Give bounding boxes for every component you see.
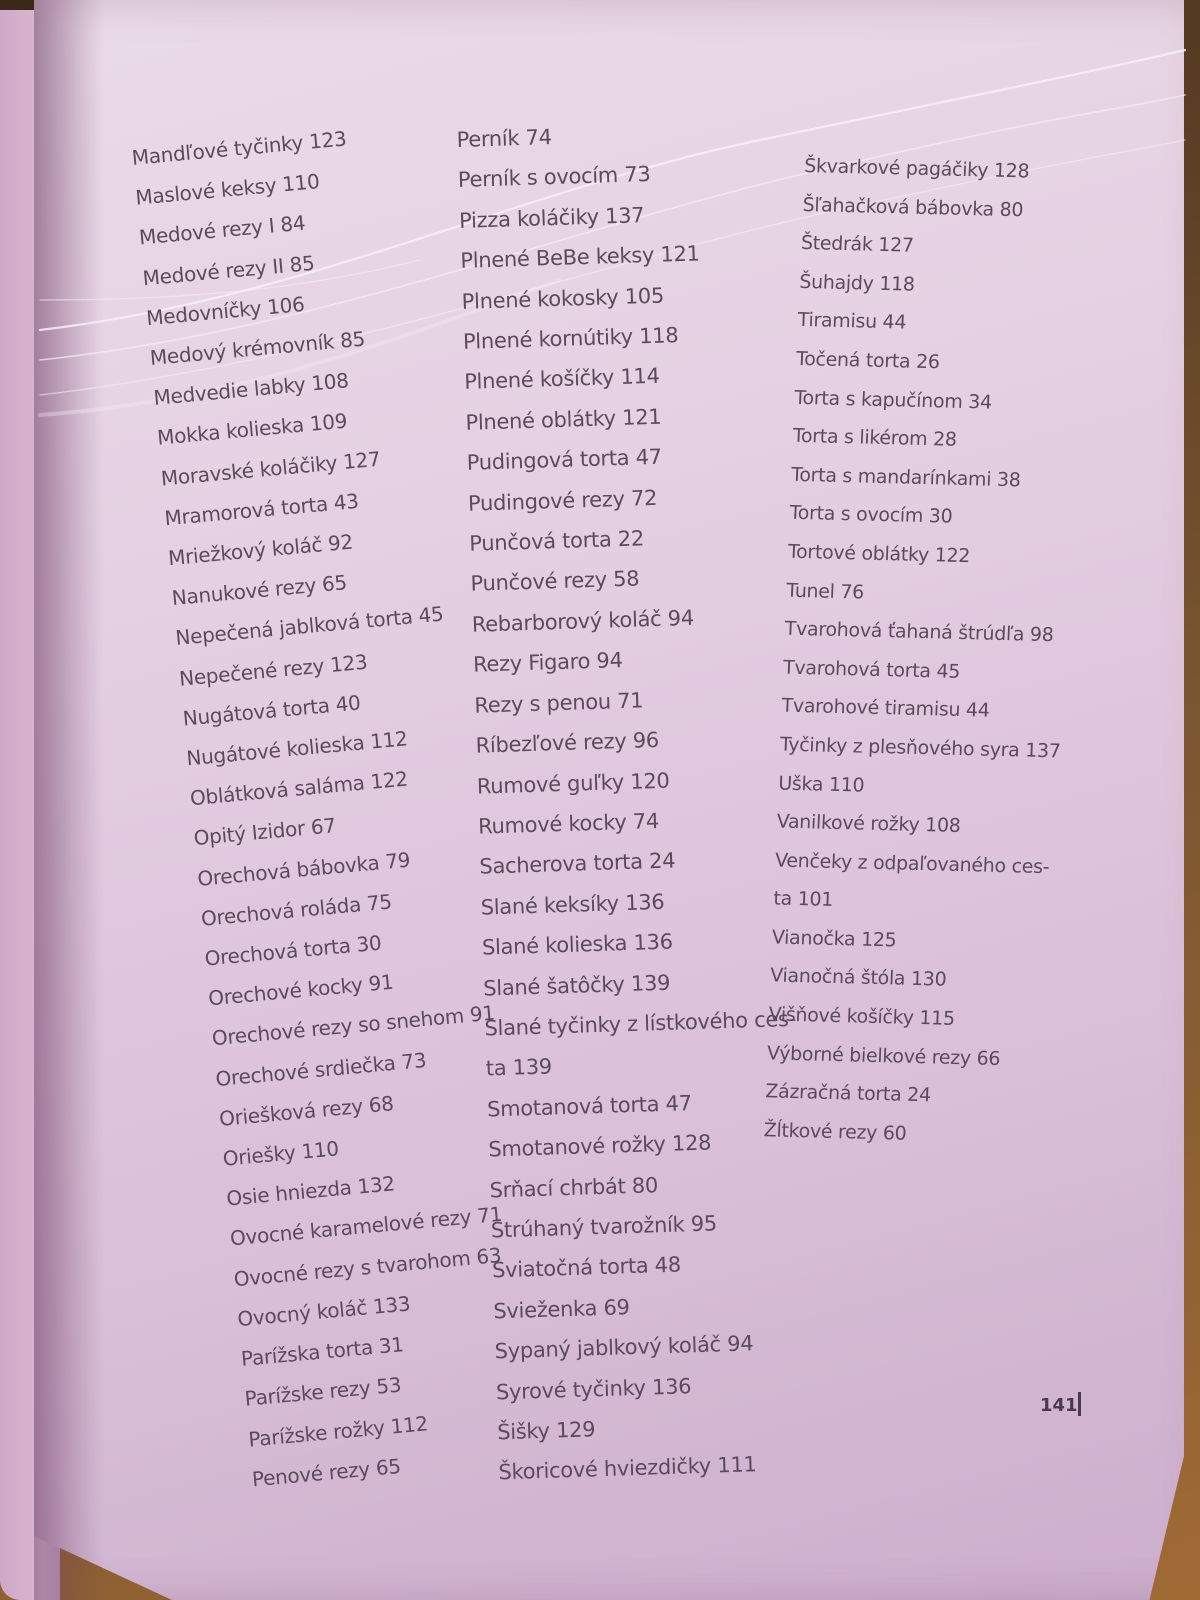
index-entry: Slané tyčinky z lístkového ces- (484, 1006, 797, 1041)
index-entry: Slané keksíky 136 (480, 889, 665, 920)
index-entry: Vianočná štóla 130 (769, 964, 947, 992)
index-column-3 (763, 147, 1086, 1157)
index-entry: Plnené oblátky 121 (465, 404, 662, 435)
index-entry: Pizza koláčiky 137 (458, 202, 645, 233)
index-entry: Ovocné rezy s tvarohom 63 (232, 1242, 503, 1291)
index-entry: ta 139 (485, 1054, 553, 1081)
index-entry: Smotanová torta 47 (486, 1090, 693, 1122)
index-entry: Škvarkové pagáčiky 128 (803, 154, 1030, 183)
index-entry: Šišky 129 (496, 1417, 596, 1445)
page-number-divider (1078, 1392, 1081, 1416)
page-number: 141 (1040, 1395, 1078, 1416)
index-entry: Tvarohové tiramisu 44 (781, 694, 990, 722)
index-entry: Strúhaný tvarožník 95 (490, 1211, 718, 1243)
index-entry: Smotanové rožky 128 (487, 1130, 712, 1162)
index-entry: Zázračná torta 24 (764, 1080, 932, 1107)
index-entry: Rezy s penou 71 (474, 688, 644, 718)
index-entry: Oriešková rezy 68 (218, 1091, 395, 1131)
index-entry: Punčová torta 22 (468, 526, 645, 556)
index-entry: Nepečené rezy 123 (178, 649, 369, 691)
index-entry: Ovocné karamelové rezy 71 (229, 1202, 504, 1251)
index-entry: Ríbezľové rezy 96 (475, 728, 660, 758)
index-entry: Slané šatôčky 139 (482, 970, 671, 1001)
index-entry: Opitý Izidor 67 (192, 813, 337, 851)
index-entry: Orechové srdiečka 73 (214, 1047, 428, 1091)
index-entry: Punčové rezy 58 (470, 566, 640, 597)
index-entry: Plnené kornútiky 118 (462, 323, 679, 354)
index-entry: Rebarborový koláč 94 (471, 605, 695, 637)
index-entry: Škoricové hviezdičky 111 (498, 1452, 757, 1485)
index-entry: Medovníčky 106 (145, 291, 306, 331)
index-entry: Parížske rezy 53 (243, 1372, 403, 1412)
index-entry: Moravské koláčiky 127 (159, 446, 382, 491)
index-entry: Medové rezy II 85 (141, 250, 316, 290)
index-entry: Parížska torta 31 (240, 1332, 405, 1371)
index-entry: Oriešky 110 (221, 1136, 340, 1171)
index-entry: Torta s likérom 28 (792, 424, 958, 451)
index-entry: Torta s mandarínkami 38 (790, 463, 1022, 492)
index-entry: Osie hniezda 132 (225, 1171, 396, 1211)
index-entry: Višňové košíčky 115 (768, 1003, 956, 1030)
index-entry: Šľahačková bábovka 80 (802, 193, 1024, 221)
index-entry: Vanilkové rožky 108 (776, 810, 961, 838)
index-entry: Torta s kapučínom 34 (794, 386, 993, 414)
index-entry: Sviatočná torta 48 (491, 1252, 682, 1283)
index-entry: Tortové oblátky 122 (787, 540, 971, 568)
index-entry: Orechová bábovka 79 (196, 847, 412, 891)
index-entry: Slané kolieska 136 (481, 929, 674, 960)
index-entry: Svieženka 69 (493, 1294, 630, 1324)
index-entry: Žĺtkové rezy 60 (763, 1119, 907, 1145)
index-entry: Orechové kocky 91 (207, 969, 395, 1011)
index-entry: Nepečená jablková torta 45 (174, 602, 445, 651)
index-entry: Tvarohová ťahaná štrúdľa 98 (784, 617, 1054, 647)
index-entry: Sacherova torta 24 (479, 848, 676, 879)
index-entry: Vianočka 125 (771, 926, 897, 952)
index-column-2 (456, 110, 810, 1493)
index-entry: Perník 74 (456, 125, 553, 152)
index-entry: Pudingová torta 47 (466, 444, 663, 476)
index-entry: Orechové rezy so snehom 91 (210, 1001, 496, 1051)
index-entry: Mandľové tyčinky 123 (130, 126, 348, 170)
index-entry: Medový krémovník 85 (148, 326, 366, 371)
index-entry: Plnené kokosky 105 (461, 283, 665, 314)
index-entry: Tyčinky z plesňového syra 137 (779, 733, 1062, 763)
index-entry: Tunel 76 (785, 579, 865, 604)
index-entry: Rezy Figaro 94 (472, 648, 623, 678)
index-entry: Oblátková saláma 122 (189, 766, 409, 811)
index-entry: Štedrák 127 (800, 232, 915, 257)
index-entry: Torta s ovocím 30 (789, 502, 953, 529)
index-entry: Syrové tyčinky 136 (495, 1373, 692, 1404)
index-entry: Mriežkový koláč 92 (167, 529, 354, 571)
index-entry: Nugátová torta 40 (181, 690, 362, 731)
index-entry: Orechová roláda 75 (199, 889, 393, 931)
index-entry: Rumové guľky 120 (476, 768, 670, 799)
index-entry: Šuhajdy 118 (798, 270, 916, 296)
index-entry: Medvedie labky 108 (152, 368, 350, 411)
index-entry: Plnené košíčky 114 (463, 364, 660, 395)
index-entry: Točená torta 26 (795, 347, 941, 374)
index-entry: Srňací chrbát 80 (489, 1172, 659, 1203)
index-entry: Pudingové rezy 72 (467, 485, 658, 516)
index-entry: Parížske rožky 112 (247, 1410, 429, 1452)
index-entry: Výborné bielkové rezy 66 (766, 1042, 1001, 1070)
index-entry: Rumové kocky 74 (477, 808, 660, 839)
index-entry: Sypaný jablkový koláč 94 (494, 1331, 754, 1364)
index-entry: Mramorová torta 43 (163, 488, 360, 531)
index-entry: Tvarohová torta 45 (782, 656, 961, 683)
index-entry: Medové rezy I 84 (138, 210, 307, 250)
index-entry: Mokka kolieska 109 (156, 408, 349, 451)
index-entry: Nanukové rezy 65 (170, 570, 348, 611)
index-entry: Perník s ovocím 73 (457, 162, 651, 193)
index-entry: Penové rezy 65 (250, 1453, 402, 1492)
index-entry: Orechová torta 30 (203, 930, 383, 971)
index-entry: Ovocný koláč 133 (236, 1291, 412, 1331)
index-entry: Maslové keksy 110 (134, 169, 321, 210)
index-entry: Plnené BeBe keksy 121 (460, 241, 700, 274)
index-entry: Uška 110 (777, 772, 865, 797)
index-entry: ta 101 (773, 887, 834, 912)
index-entry: Venčeky z odpaľovaného ces- (774, 849, 1050, 878)
index-entry: Nugátové kolieska 112 (185, 726, 409, 771)
index-entry: Tiramisu 44 (797, 309, 907, 334)
